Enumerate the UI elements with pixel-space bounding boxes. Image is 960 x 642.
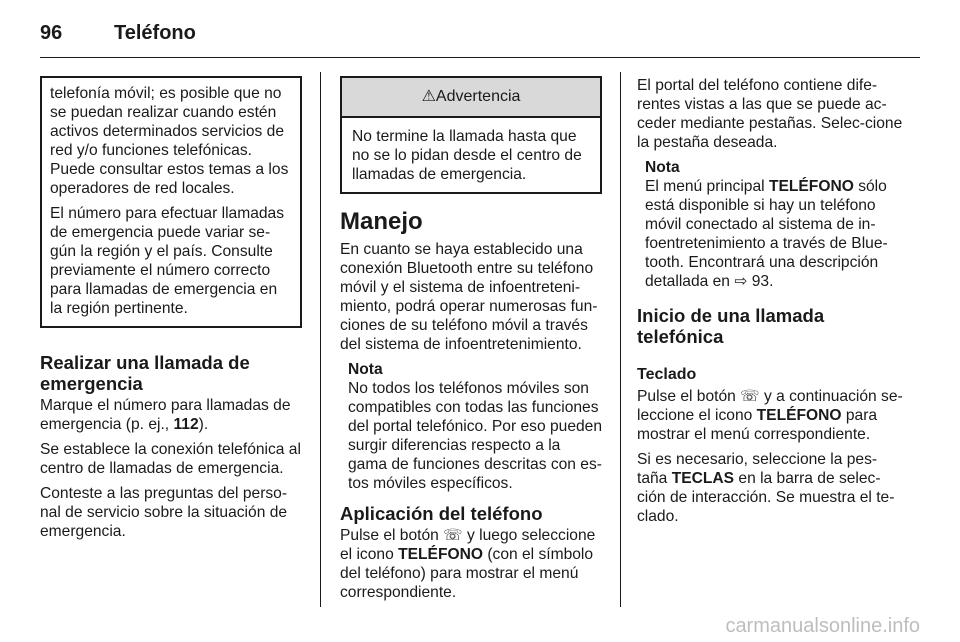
continued-warning-box: [40, 76, 302, 328]
box-paragraph: telefonía móvil; es posible que no se puedan realizar cuando estén activos determinados servicios de red y/o funciones telefónicas. Puede consultar estos temas a los operadores de red locales.: [50, 85, 289, 197]
subsection-heading: Aplicación del teléfono: [340, 503, 543, 524]
note-text: No todos los teléfonos móviles son compatibles con todas las funciones del portal telefónico. Por eso pueden surgir diferencias respecto a la gama de funciones descritas con es-tos móviles específicos.: [348, 380, 603, 492]
section-heading: Manejo: [340, 208, 423, 235]
section-heading: Inicio de una llamada telefónica: [637, 305, 825, 347]
phone-icon: ☏: [740, 388, 760, 405]
subsection-heading: Teclado: [637, 366, 697, 383]
emergency-number: 112: [173, 416, 199, 433]
page-number: 96: [40, 22, 63, 44]
note: Nota El menú principal TELÉFONO sólo está disponible si hay un teléfono móvil conectado al sistema de in-foentretenimiento a través de Blue-tooth. Encontrará una descripción detallada en ⇨ 93.: [645, 158, 905, 291]
section-heading: Realizar una llamada de emergencia: [40, 352, 250, 394]
column-3: [637, 76, 905, 532]
page-title: Teléfono: [114, 22, 196, 44]
page-header: [40, 22, 196, 45]
paragraph: Pulse el botón ☏ y luego seleccione el icono TELÉFONO (con el símbolo del teléfono) para mostrar el menú correspondiente.: [340, 527, 596, 601]
note: [348, 360, 602, 493]
arrow-ref-icon: ⇨: [734, 273, 748, 290]
paragraph: Pulse el botón ☏ y a continuación se-leccione el icono TELÉFONO para mostrar el menú correspondiente.: [637, 388, 903, 443]
note-title: Nota: [348, 361, 383, 378]
paragraph: Conteste a las preguntas del perso-nal de servicio sobre la situación de emergencia.: [40, 485, 288, 540]
warning-box: [340, 76, 602, 194]
column-divider: [320, 72, 321, 607]
paragraph: Marque el número para llamadas de emergencia (p. ej., 112).: [40, 397, 291, 433]
warning-triangle-icon: ⚠: [421, 88, 436, 105]
watermark: carmanualsonline.info: [725, 615, 920, 637]
column-1: [40, 76, 302, 547]
column-divider: [620, 72, 621, 607]
paragraph: En cuanto se haya establecido una conexión Bluetooth entre su teléfono móvil y el sistema de infoentreteni-miento, podrá operar numerosas fun-ciones de su teléfono móvil a través del sistema de infoentretenimiento.: [340, 241, 598, 353]
column-2: [340, 76, 602, 608]
warning-header: [342, 78, 600, 118]
warning-text: No termine la llamada hasta que no se lo pidan desde el centro de llamadas de emergencia.: [352, 128, 582, 183]
note-title: Nota: [645, 159, 680, 176]
box-paragraph: El número para efectuar llamadas de emergencia puede variar se-gún la región y el país. Consulte previamente el número correcto para llamadas de emergencia en la región pertinente.: [50, 205, 285, 317]
paragraph: Si es necesario, seleccione la pes-taña TECLAS en la barra de selec-ción de interacción. Se muestra el te-clado.: [637, 451, 895, 525]
phone-icon: ☏: [443, 527, 463, 544]
warning-title: Advertencia: [435, 88, 521, 105]
header-rule: [40, 57, 920, 58]
paragraph: Se establece la conexión telefónica al centro de llamadas de emergencia.: [40, 441, 301, 477]
paragraph: El portal del teléfono contiene dife-rentes vistas a las que se puede ac-ceder mediante pestañas. Selec-cione la pestaña deseada.: [637, 77, 903, 151]
